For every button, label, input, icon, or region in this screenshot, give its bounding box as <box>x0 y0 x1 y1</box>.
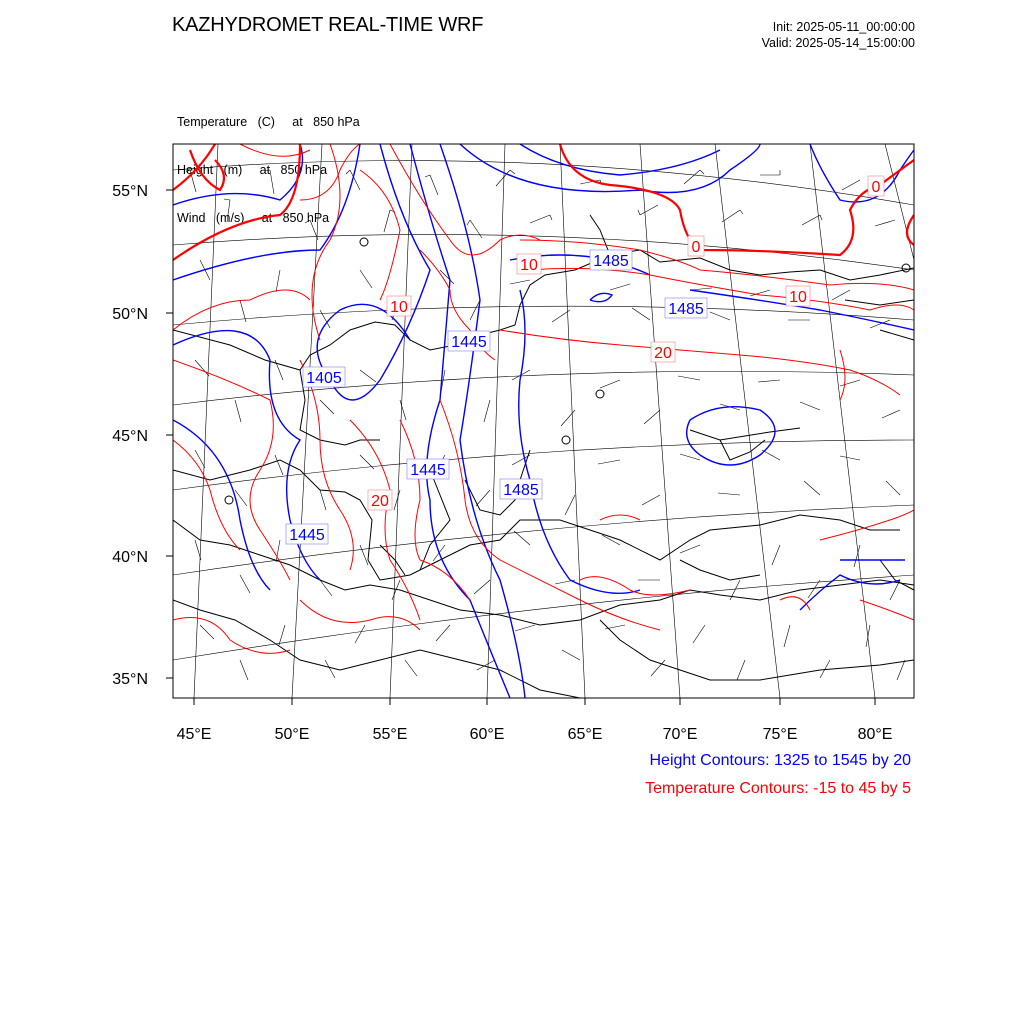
height-label: 1485 <box>503 482 539 499</box>
init-time: Init: 2025-05-11_00:00:00 <box>772 20 915 34</box>
lat-label-35: 35°N <box>112 671 148 688</box>
valid-time: Valid: 2025-05-14_15:00:00 <box>761 36 915 50</box>
temperature-contours <box>173 144 914 653</box>
map-frame <box>173 144 914 698</box>
lat-label-45: 45°N <box>112 428 148 445</box>
lon-label-60: 60°E <box>469 726 505 743</box>
wind-barbs <box>186 170 905 680</box>
temperature-field-label: Temperature (C) at 850 hPa <box>177 115 360 129</box>
lon-label-70: 70°E <box>662 726 698 743</box>
wind-field-label: Wind (m/s) at 850 hPa <box>177 211 330 225</box>
map-content <box>173 144 914 698</box>
temperature-label: 0 <box>691 239 701 256</box>
height-label: 1445 <box>451 334 487 351</box>
temperature-label: 0 <box>871 179 881 196</box>
temperature-label: 20 <box>371 493 389 510</box>
height-field-label: Height (m) at 850 hPa <box>177 163 328 177</box>
height-label: 1445 <box>289 527 325 544</box>
height-label: 1485 <box>593 253 629 270</box>
temperature-label: 20 <box>654 345 672 362</box>
lon-label-80: 80°E <box>857 726 893 743</box>
temperature-label: 10 <box>789 289 807 306</box>
lon-label-75: 75°E <box>762 726 798 743</box>
temperature-label: 10 <box>390 299 408 316</box>
graticule <box>173 144 914 698</box>
height-label: 1445 <box>410 462 446 479</box>
temperature-legend: Temperature Contours: -15 to 45 by 5 <box>645 780 911 797</box>
height-legend: Height Contours: 1325 to 1545 by 20 <box>649 752 911 769</box>
lat-label-40: 40°N <box>112 549 148 566</box>
lon-label-45: 45°E <box>176 726 212 743</box>
map-title: KAZHYDROMET REAL-TIME WRF <box>172 14 484 36</box>
lat-label-50: 50°N <box>112 306 148 323</box>
lon-label-65: 65°E <box>567 726 603 743</box>
temperature-label: 10 <box>520 257 538 274</box>
lon-label-55: 55°E <box>372 726 408 743</box>
height-label: 1485 <box>668 301 704 318</box>
lon-label-50: 50°E <box>274 726 310 743</box>
lat-label-55: 55°N <box>112 183 148 200</box>
height-contours <box>173 144 914 698</box>
height-label: 1405 <box>306 370 342 387</box>
